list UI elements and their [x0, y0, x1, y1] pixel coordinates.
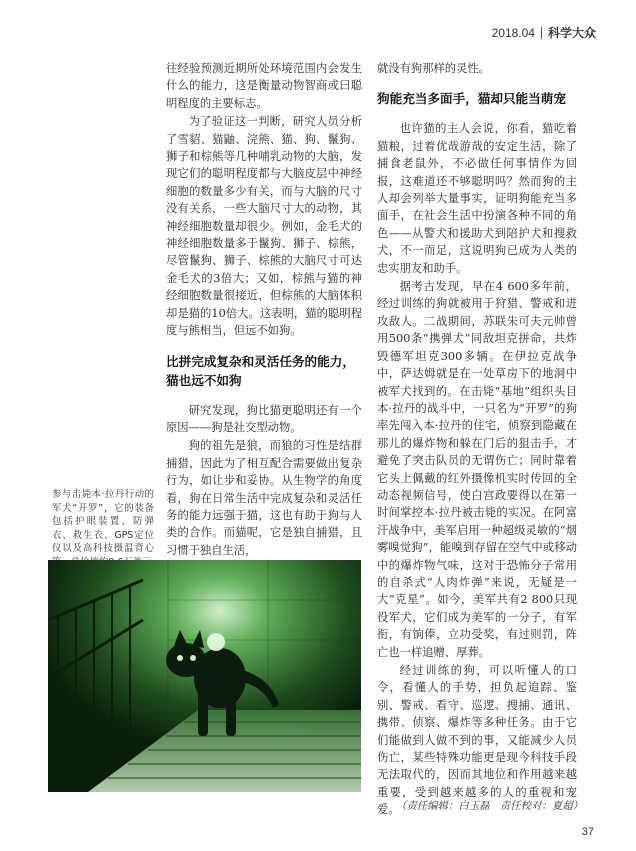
magazine-logo: 科学大众	[547, 26, 596, 40]
section-heading: 狗能充当多面手，猫却只能当萌宠	[377, 91, 566, 107]
photo-illustration	[48, 560, 361, 792]
paragraph: 往经验预测近期所处环境范围内会发生什么的能力，这是衡量动物智商或曰聪明程度的主要标志。	[166, 62, 362, 110]
paragraph: 就没有狗那样的灵性。	[377, 62, 490, 75]
issue-date: 2018.04	[491, 25, 535, 40]
article-column-left	[166, 60, 362, 559]
paragraph: 狗的祖先是狼，而狼的习性是结群捕猎，因此为了相互配合需要做出复杂行为，如让步和妥协。从生物学的角度看，狗在日常生活中完成复杂和灵活任务的能力远强于猫，这也有助于狗与人类的合作。而猫呢，它是独自捕猎，且习惯于独自生活，	[166, 439, 362, 557]
paragraph: 为了验证这一判断，研究人员分析了雪貂、猫鼬、浣熊、猫、狗、鬣狗、狮子和棕熊等几种哺乳动物的大脑，发现它们的聪明程度都与大脑皮层中神经细胞的数量多少有关，而与大脑的尺寸没有关系，一些大脑尺寸大的动物，其神经细胞数量却很少。例如，金毛犬的神经细胞数量多于鬣狗、狮子、棕熊，尽管鬣狗、狮子、棕熊的大脑尺寸可达金毛犬的3倍大；又如，棕熊与猫的神经细胞数量很接近，但棕熊的大脑体积却是猫的10倍大。这表明，猫的聪明程度与熊相当，但远不如狗。	[166, 115, 362, 338]
paragraph: 研究发现，狗比猫更聪明还有一个原因——狗是社交型动物。	[166, 403, 362, 434]
editor-credits: （责任编辑：白玉磊 责任校对：夏超）	[396, 800, 584, 812]
section-heading: 比拼完成复杂和灵活任务的能力，猫也远不如狗	[166, 353, 355, 388]
page-number: 37	[581, 826, 594, 838]
night-vision-dog-photo	[48, 560, 361, 792]
paragraph: 也许猫的主人会说，你看，猫吃着猫粮，过着优哉游哉的安定生活，除了捕食老鼠外，不必做任何事情作为回报，这难道还不够聪明吗？然而狗的主人却会列举大量事实，证明狗能充当多面手，在社会生活中扮演各种不同的角色——从警犬和援助犬到陪护犬和搜救犬，不一而足，这说明狗已成为人类的忠实朋友和助手。	[377, 122, 577, 275]
article-column-right	[377, 60, 577, 819]
paragraph: 据考古发现，早在4 600多年前，经过训练的狗就被用于狩猎、警戒和进攻敌人。二战期间，苏联朱可夫元帅曾用500条“携弹犬”同敌坦克拼命，共炸毁德军坦克300多辆。在伊拉克战争中，萨达姆就是在一处草房下的地洞中被军犬找到的。在击毙“基地”组织头目本·拉丹的战斗中，一只名为“开罗”的狗率先闯入本·拉丹的住宅，侦察到隐藏在那儿的爆炸物和躲在门后的狙击手，才避免了突击队员的无谓伤亡；同时靠着它头上佩戴的红外摄像机实时传回的全动态视频信号，使白宫政要得以在第一时间掌控本·拉丹被击毙的实况。在阿富汗战争中，美军启用一种超级灵敏的“烟雾嗅觉狗”，能嗅到存留在空气中或移动中的爆炸物气味，这对于恐怖分子常用的自杀式“人肉炸弹”来说，无疑是一大“克星”。如今，美军共有2 800只现役军犬，它们成为美军的一分子，有军衔，有饷俸，立功受奖，有过则罚，阵亡也一样追赠、厚葬。	[377, 280, 577, 659]
header-divider	[541, 27, 542, 39]
paragraph: 经过训练的狗，可以听懂人的口令，看懂人的手势，担负起追踪、鉴别、警戒、看守、巡逻、搜捕、通讯、携带、侦察、爆炸等多种任务。由于它们能做到人做不到的事，又能减少人员伤亡，某些特殊功能更是现今科技手段无法取代的，因而其地位和作用越来越重要，受到越来越多的人的重视和宠爱。	[377, 664, 577, 817]
page-header	[492, 24, 596, 41]
photo-caption: 参与击毙本·拉丹行动的军犬“开罗”，它的装备包括护眼装置、防弹衣、救生衣、GPS定位仪以及高科技摄温背心	[52, 489, 154, 554]
